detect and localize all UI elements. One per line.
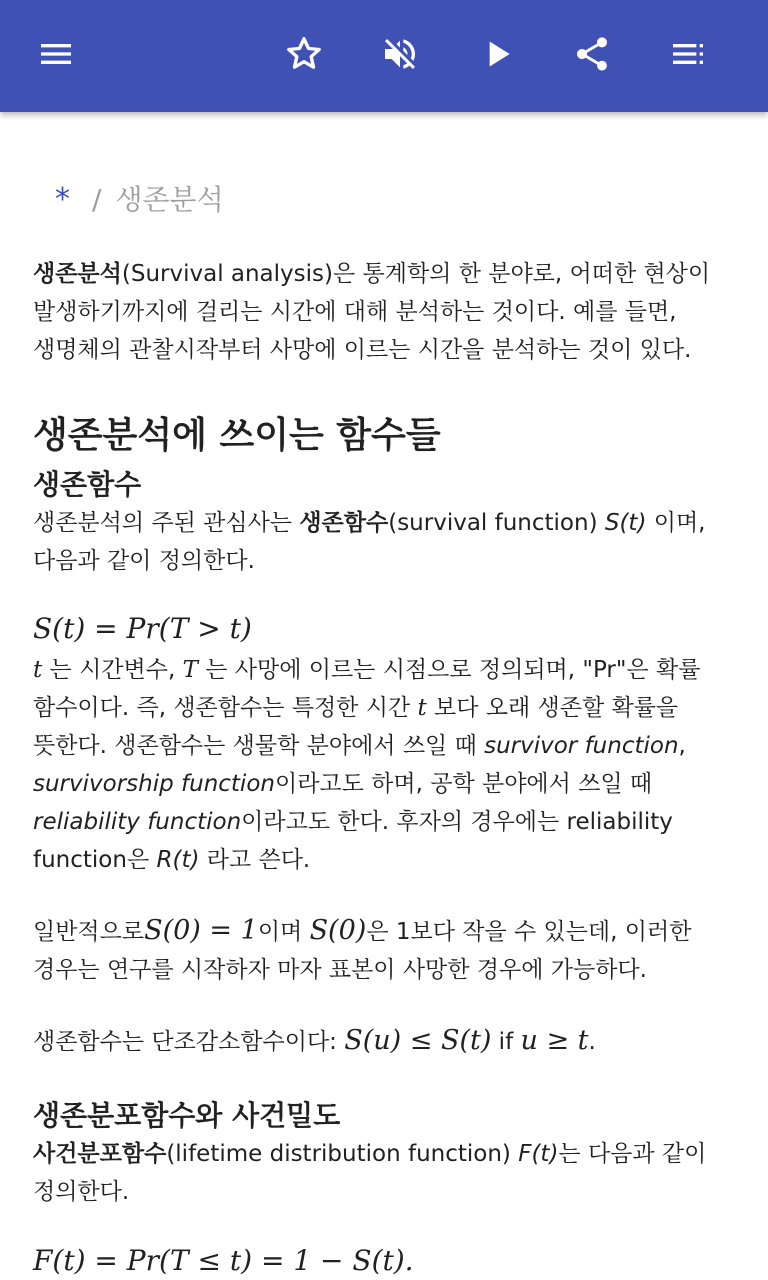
share-button[interactable] [562, 26, 622, 86]
intro-term: 생존분석 [33, 261, 122, 287]
distribution-equation: F(t) = Pr(T ≤ t) = 1 − S(t). [33, 1244, 414, 1277]
breadcrumb-root-link[interactable]: * [55, 182, 70, 217]
survival-paragraph-2: t 는 시간변수, T 는 사망에 이르는 시점으로 정의되며, "Pr"은 확률 함수이다. 즉, 생존함수는 특정한 시간 t 보다 오래 생존할 확률을 뜻한다. 생존함수는 생물학 분야에서 쓰일 때 survivor function, survivorship function이라고도 하며, 공학 분야에서 쓰일 때 reliability function이라고도 한다. 후자의 경우에는 reliability function은 R(t) 라고 쓴다. [33, 657, 701, 873]
subsection-heading-distribution: 생존분포함수와 사건밀도 [33, 1099, 341, 1132]
breadcrumb [55, 178, 224, 218]
survival-paragraph-3: 일반적으로S(0) = 1이며 S(0)은 1보다 작을 수 있는데, 이러한 경우는 연구를 시작하자 마자 표본이 사망한 경우에 가능하다. [33, 915, 692, 983]
app-toolbar [0, 0, 768, 112]
share-icon [572, 34, 612, 78]
section-heading-functions: 생존분석에 쓰이는 함수들 [33, 415, 441, 456]
survival-paragraph-4: 생존함수는 단조감소함수이다: S(u) ≤ S(t) if u ≥ t. [33, 1025, 596, 1056]
menu-button[interactable] [26, 26, 86, 86]
distribution-paragraph: 사건분포함수(lifetime distribution function) F(t)는 다음과 같이 정의한다. [33, 1141, 707, 1205]
star-icon [284, 34, 324, 78]
survival-paragraph-1: 생존분석의 주된 관심사는 생존함수(survival function) S(t) 이며, 다음과 같이 정의한다. [33, 510, 706, 574]
intro-paragraph: 생존분석(Survival analysis)은 통계학의 한 분야로, 어떠한 현상이 발생하기까지에 걸리는 시간에 대해 분석하는 것이다. 예를 들면, 생명체의 관찰시작부터 사망에 이르는 시간을 분석하는 것이 있다. [33, 261, 711, 363]
play-icon [478, 34, 518, 78]
play-button[interactable] [468, 26, 528, 86]
survival-equation: S(t) = Pr(T > t) [33, 612, 252, 645]
mute-button[interactable] [370, 26, 430, 86]
contents-button[interactable] [658, 26, 718, 86]
breadcrumb-current: 생존분석 [115, 183, 224, 216]
subsection-heading-survival: 생존함수 [33, 468, 142, 501]
menu-icon [36, 34, 76, 78]
favorite-button[interactable] [274, 26, 334, 86]
volume-off-icon [380, 34, 420, 78]
list-icon [668, 34, 708, 78]
breadcrumb-separator: / [92, 183, 102, 216]
